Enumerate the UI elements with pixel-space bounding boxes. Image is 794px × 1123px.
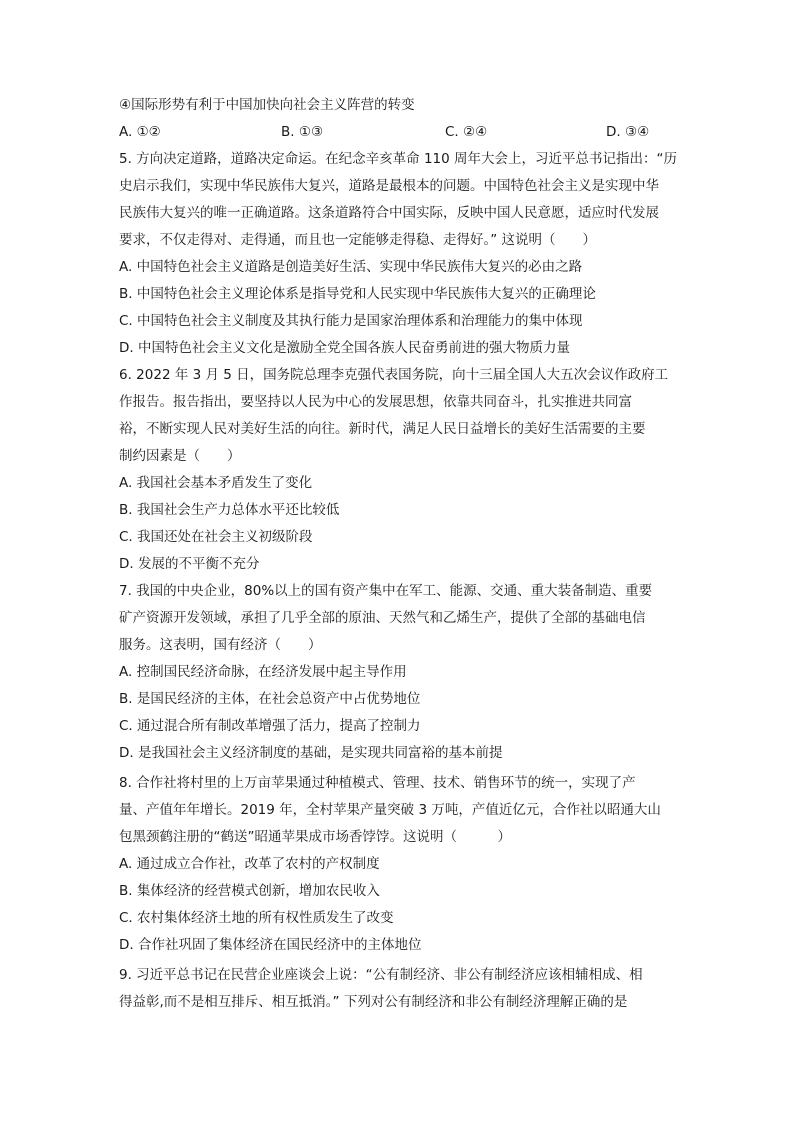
q5-option-a[interactable]: A. 中国特色社会主义道路是创造美好生活、实现中华民族伟大复兴的必由之路 — [119, 259, 583, 275]
q7-stem-line: 7. 我国的中央企业，80%以上的国有资产集中在军工、能源、交通、重大装备制造、重要 — [119, 583, 653, 599]
q6-option-a[interactable]: A. 我国社会基本矛盾发生了变化 — [119, 475, 313, 491]
q4-option-a[interactable]: A. ①② — [119, 124, 161, 140]
q4-option-d[interactable]: D. ③④ — [606, 124, 650, 140]
q6-stem-line: 裕，不断实现人民对美好生活的向往。新时代，满足人民日益增长的美好生活需要的主要 — [119, 421, 646, 437]
q6-stem-line: 作报告。报告指出，要坚持以人民为中心的发展思想，依靠共同奋斗，扎实推进共同富 — [119, 394, 632, 410]
q8-option-d[interactable]: D. 合作社巩固了集体经济在国民经济中的主体地位 — [119, 937, 422, 953]
q5-option-d[interactable]: D. 中国特色社会主义文化是激励全党全国各族人民奋勇前进的强大物质力量 — [119, 340, 570, 356]
q6-option-d[interactable]: D. 发展的不平衡不充分 — [119, 556, 260, 572]
q9-stem-line: 得益彰,而不是相互排斥、相互抵消。” 下列对公有制经济和非公有制经济理解正确的是 — [119, 994, 628, 1010]
q7-option-d[interactable]: D. 是我国社会主义经济制度的基础，是实现共同富裕的基本前提 — [119, 745, 503, 761]
q8-stem-line: 量、产值年年增长。2019 年，全村苹果产量突破 3 万吨，产值近亿元，合作社以昭通大山 — [119, 802, 661, 818]
q6-option-b[interactable]: B. 我国社会生产力总体水平还比较低 — [119, 502, 340, 518]
q7-option-c[interactable]: C. 通过混合所有制改革增强了活力，提高了控制力 — [119, 718, 421, 734]
q8-option-c[interactable]: C. 农村集体经济土地的所有权性质发生了改变 — [119, 910, 394, 926]
q5-stem-line: 史启示我们，实现中华民族伟大复兴，道路是最根本的问题。中国特色社会主义是实现中华 — [119, 178, 659, 194]
q6-stem-line: 6. 2022 年 3 月 5 日，国务院总理李克强代表国务院，向十三届全国人大五次会议作政府工 — [119, 367, 669, 383]
q4-option-b[interactable]: B. ①③ — [281, 124, 324, 140]
q4-item-4: ④国际形势有利于中国加快向社会主义阵营的转变 — [119, 97, 415, 113]
q8-stem-line: 包黑颈鹤注册的“鹤送”昭通苹果成市场香饽饽。这说明（ ） — [119, 829, 511, 845]
q5-option-b[interactable]: B. 中国特色社会主义理论体系是指导党和人民实现中华民族伟大复兴的正确理论 — [119, 286, 596, 302]
q5-stem-line: 要求，不仅走得对、走得通，而且也一定能够走得稳、走得好。” 这说明（ ） — [119, 232, 597, 248]
q7-stem-line: 矿产资源开发领域，承担了几乎全部的原油、天然气和乙烯生产，提供了全部的基础电信 — [119, 610, 646, 626]
q8-stem-line: 8. 合作社将村里的上万亩苹果通过种植模式、管理、技术、销售环节的统一，实现了产 — [119, 775, 636, 791]
q6-stem-line: 制约因素是（ ） — [119, 448, 241, 464]
q5-stem-line: 5. 方向决定道路，道路决定命运。在纪念辛亥革命 110 周年大会上，习近平总书记指出：“历 — [119, 151, 678, 167]
q7-option-b[interactable]: B. 是国民经济的主体，在社会总资产中占优势地位 — [119, 691, 421, 707]
q5-option-c[interactable]: C. 中国特色社会主义制度及其执行能力是国家治理体系和治理能力的集中体现 — [119, 313, 583, 329]
q8-option-a[interactable]: A. 通过成立合作社，改革了农村的产权制度 — [119, 856, 380, 872]
q6-option-c[interactable]: C. 我国还处在社会主义初级阶段 — [119, 529, 313, 545]
q7-option-a[interactable]: A. 控制国民经济命脉，在经济发展中起主导作用 — [119, 664, 407, 680]
q4-option-c[interactable]: C. ②④ — [445, 124, 488, 140]
q5-stem-line: 民族伟大复兴的唯一正确道路。这条道路符合中国实际，反映中国人民意愿，适应时代发展 — [119, 205, 659, 221]
q9-stem-line: 9. 习近平总书记在民营企业座谈会上说：“公有制经济、非公有制经济应该相辅相成、相 — [119, 967, 643, 983]
q7-stem-line: 服务。这表明，国有经济（ ） — [119, 637, 322, 653]
q8-option-b[interactable]: B. 集体经济的经营模式创新，增加农民收入 — [119, 883, 380, 899]
q4-options-row — [119, 122, 679, 142]
